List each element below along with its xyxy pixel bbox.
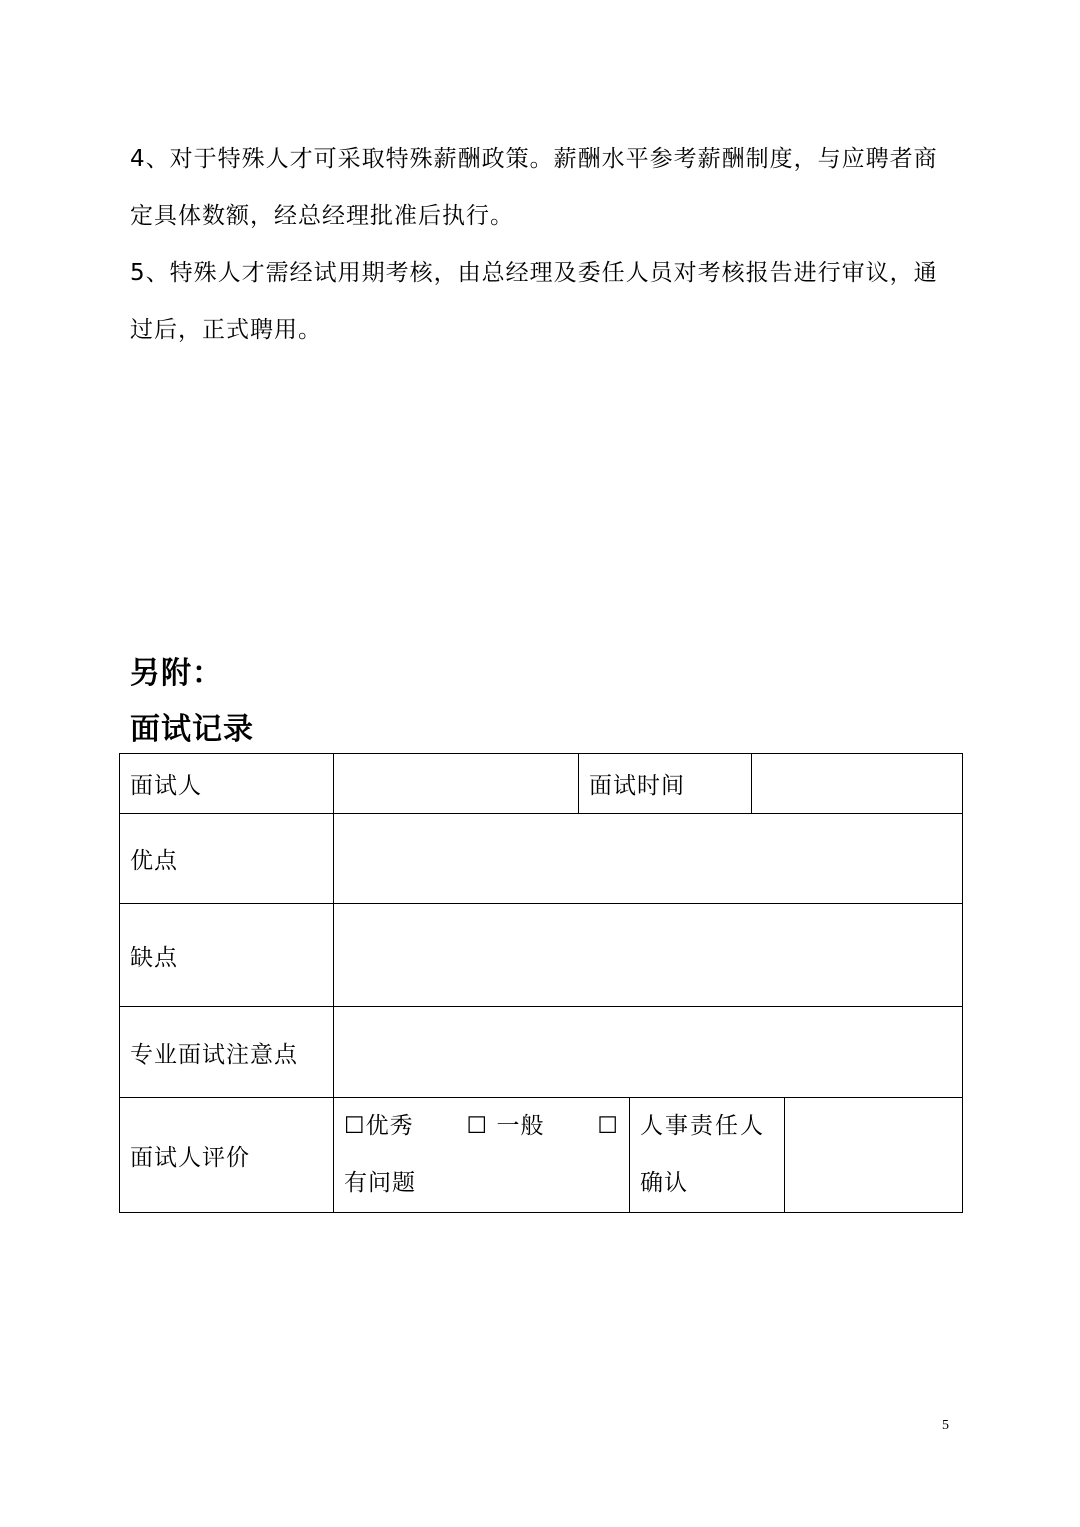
form-title: 面试记录 xyxy=(130,712,254,747)
table-row xyxy=(120,1007,963,1098)
strengths-field[interactable] xyxy=(334,814,963,904)
page-number: 5 xyxy=(942,1418,949,1433)
option-average-checkbox[interactable]: ☐ 一般 xyxy=(466,1113,545,1139)
appendix-heading: 另附： xyxy=(130,656,223,691)
hr-confirm-label-line2: 确认 xyxy=(640,1170,688,1196)
evaluation-options xyxy=(334,1098,630,1213)
table-row xyxy=(120,904,963,1007)
notes-label: 专业面试注意点 xyxy=(120,1007,334,1098)
paragraph-item-5 xyxy=(130,245,960,359)
checkbox-row xyxy=(344,1098,619,1155)
notes-field[interactable] xyxy=(334,1007,963,1098)
paragraph-text: 4、对于特殊人才可采取特殊薪酬政策。薪酬水平参考薪酬制度，与应聘者商定具体数额，经总经理批准后执行。 xyxy=(130,146,938,229)
interviewer-field[interactable] xyxy=(334,754,579,814)
weaknesses-label: 缺点 xyxy=(120,904,334,1007)
option-excellent-checkbox[interactable]: ☐优秀 xyxy=(344,1113,414,1139)
interview-record-table xyxy=(119,753,963,1213)
paragraph-item-4 xyxy=(130,131,960,245)
interview-time-field[interactable] xyxy=(752,754,963,814)
table-row xyxy=(120,1098,963,1213)
weaknesses-field[interactable] xyxy=(334,904,963,1007)
table-row xyxy=(120,754,963,814)
evaluation-label: 面试人评价 xyxy=(120,1098,334,1213)
hr-confirm-label-line1: 人事责任人 xyxy=(640,1113,765,1139)
option-problem-checkbox[interactable]: ☐ xyxy=(597,1113,619,1139)
table-row xyxy=(120,814,963,904)
strengths-label: 优点 xyxy=(120,814,334,904)
hr-confirm-label xyxy=(630,1098,785,1213)
option-problem-label: 有问题 xyxy=(344,1170,416,1196)
interview-time-label: 面试时间 xyxy=(579,754,752,814)
hr-confirm-field[interactable] xyxy=(785,1098,963,1213)
interviewer-label: 面试人 xyxy=(120,754,334,814)
paragraph-text: 5、特殊人才需经试用期考核，由总经理及委任人员对考核报告进行审议，通过后，正式聘用。 xyxy=(130,260,938,343)
